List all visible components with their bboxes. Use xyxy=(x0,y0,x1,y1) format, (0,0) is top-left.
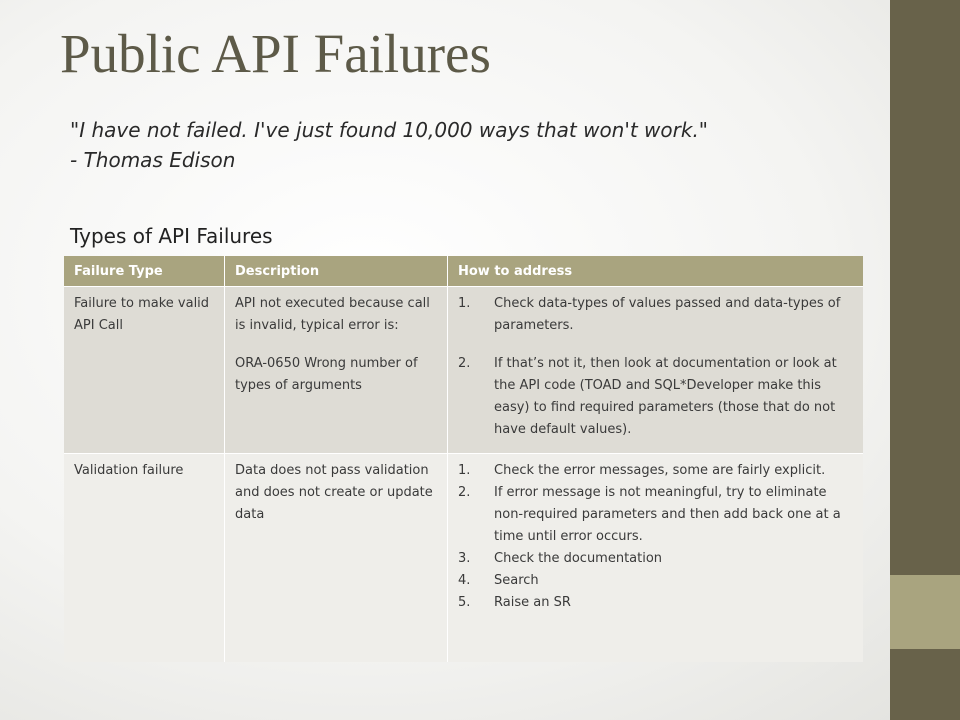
step-text: Check the error messages, some are fairly explicit. xyxy=(494,463,826,478)
step-text: Check the documentation xyxy=(494,551,663,566)
error-code-text: ORA-0650 Wrong number of types of arguments xyxy=(235,356,418,393)
step-number: 2. xyxy=(458,356,471,371)
step-number: 5. xyxy=(458,595,471,610)
api-failures-table xyxy=(64,256,863,662)
failure-type-cell: Failure to make valid API Call xyxy=(64,287,225,454)
steps-list xyxy=(458,460,853,614)
failure-type-cell: Validation failure xyxy=(64,454,225,663)
step-item xyxy=(458,592,853,614)
description-cell xyxy=(225,287,448,454)
step-text: Search xyxy=(494,573,539,588)
step-number: 2. xyxy=(458,485,471,500)
step-item xyxy=(458,482,853,548)
step-item xyxy=(458,570,853,592)
header-failure-type: Failure Type xyxy=(64,256,225,287)
slide-title: Public API Failures xyxy=(60,23,491,84)
step-number: 1. xyxy=(458,463,471,478)
description-cell: Data does not pass validation and does not create or update data xyxy=(225,454,448,663)
how-to-address-cell xyxy=(448,287,864,454)
quote-attribution: - Thomas Edison xyxy=(70,148,236,172)
step-text: Check data-types of values passed and data-types of parameters. xyxy=(494,296,841,333)
step-text: If error message is not meaningful, try to eliminate non-required parameters and then add back one at a time until error occurs. xyxy=(494,485,841,544)
header-how-to-address: How to address xyxy=(448,256,864,287)
step-text: Raise an SR xyxy=(494,595,571,610)
table-header-row xyxy=(64,256,863,287)
header-description: Description xyxy=(225,256,448,287)
step-item xyxy=(458,353,853,441)
steps-list xyxy=(458,293,853,441)
edison-quote xyxy=(70,115,708,175)
how-to-address-cell xyxy=(448,454,864,663)
step-item xyxy=(458,293,853,337)
description-text: API not executed because call is invalid, typical error is: xyxy=(235,296,430,333)
step-item xyxy=(458,548,853,570)
table-heading: Types of API Failures xyxy=(70,224,273,248)
table-row xyxy=(64,287,863,454)
step-item xyxy=(458,460,853,482)
side-accent-block xyxy=(890,575,960,649)
step-number: 1. xyxy=(458,296,471,311)
quote-text: "I have not failed. I've just found 10,000 ways that won't work." xyxy=(70,118,709,142)
step-number: 4. xyxy=(458,573,471,588)
step-text: If that’s not it, then look at documentation or look at the API code (TOAD and SQL*Developer make this easy) to find required parameters (those that do not have default values). xyxy=(494,356,837,437)
step-number: 3. xyxy=(458,551,471,566)
table-row xyxy=(64,454,863,663)
